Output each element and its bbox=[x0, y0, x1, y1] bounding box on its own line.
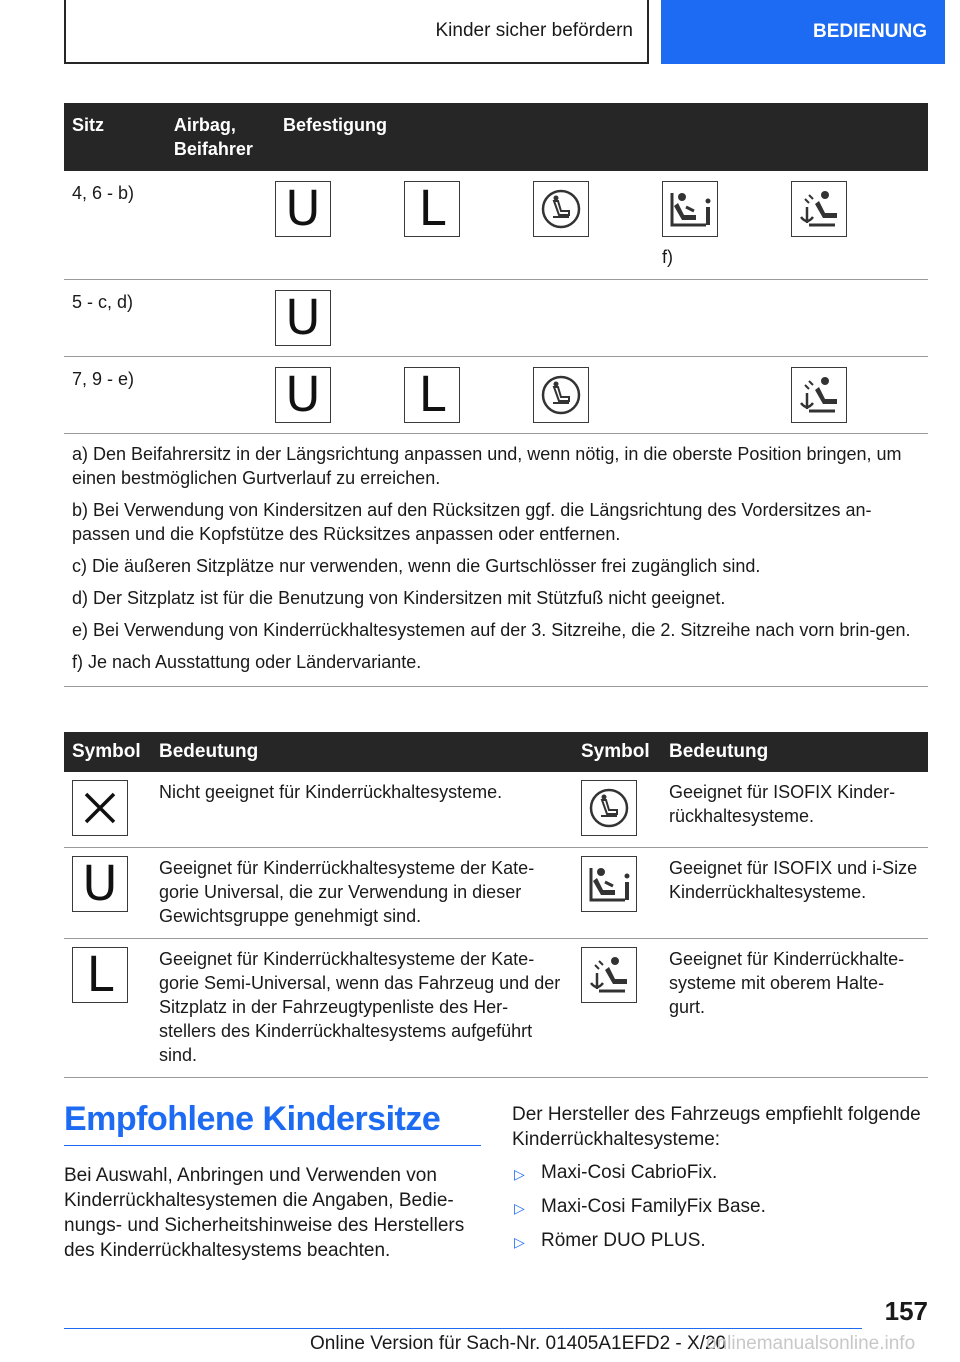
notes-row bbox=[64, 434, 928, 687]
footnote-c: c) Die äußeren Sitzplätze nur verwenden, wenn die Gurtschlösser frei zugänglich sind. bbox=[72, 556, 761, 576]
meaning-cell: Geeignet für Kinderrückhalte-systeme mit oberem Halte-gurt. bbox=[661, 938, 928, 1077]
symbol-cell bbox=[64, 847, 151, 938]
col-header-seat: Sitz bbox=[64, 103, 166, 171]
list-item-label: Römer DUO PLUS. bbox=[541, 1230, 706, 1251]
triangle-bullet-icon: ▷ bbox=[514, 1166, 525, 1182]
col-header-symbol-right: Symbol bbox=[573, 732, 661, 772]
isofix-icon bbox=[581, 780, 637, 836]
col-header-meaning-left: Bedeutung bbox=[151, 732, 573, 772]
symbol-table-header bbox=[64, 732, 928, 772]
semi-universal-icon: L bbox=[404, 367, 460, 423]
icon-footnote: f) bbox=[662, 247, 673, 267]
list-item bbox=[512, 1160, 928, 1187]
symbol-cell bbox=[64, 938, 151, 1077]
top-tether-icon bbox=[791, 367, 847, 423]
section-tab bbox=[64, 0, 649, 64]
chapter-title: BEDIENUNG bbox=[812, 21, 927, 42]
col-header-fixing: Befestigung bbox=[275, 103, 928, 171]
cross-icon bbox=[72, 780, 128, 836]
recommendation-column bbox=[512, 1102, 928, 1262]
fixing-cell bbox=[275, 171, 928, 280]
col-header-symbol-left: Symbol bbox=[64, 732, 151, 772]
section-heading: Empfohlene Kindersitze bbox=[64, 1100, 481, 1146]
meaning-cell: Nicht geeignet für Kinderrückhaltesysteme. bbox=[151, 772, 573, 847]
footnote-d: d) Der Sitzplatz ist für die Benutzung von Kindersitzen mit Stützfuß nicht geeignet. bbox=[72, 588, 726, 608]
isofix-icon bbox=[533, 367, 589, 423]
page-number: 157 bbox=[884, 1296, 928, 1326]
table-row bbox=[64, 357, 928, 434]
symbol-cell bbox=[573, 938, 661, 1077]
symbol-cell bbox=[573, 847, 661, 938]
footnote-e: e) Bei Verwendung von Kinderrückhaltesystemen auf der 3. Sitzreihe, die 2. Sitzreihe nach vorn brin-gen. bbox=[72, 620, 911, 640]
footnotes bbox=[64, 434, 928, 687]
meaning-cell: Geeignet für ISOFIX Kinder-rückhaltesysteme. bbox=[661, 772, 928, 847]
col-header-meaning-right: Bedeutung bbox=[661, 732, 928, 772]
universal-icon: U bbox=[275, 290, 331, 346]
seat-cell: 4, 6 - b) bbox=[64, 171, 166, 280]
chapter-tab[interactable] bbox=[661, 0, 945, 64]
top-tether-icon bbox=[791, 181, 847, 237]
meaning-cell: Geeignet für ISOFIX und i-Size Kinderrückhaltesysteme. bbox=[661, 847, 928, 938]
seat-cell: 7, 9 - e) bbox=[64, 357, 166, 434]
online-version-text: Online Version für Sach-Nr. 01405A1EFD2 - X/20 bbox=[310, 1333, 727, 1354]
semi-universal-icon: L bbox=[404, 181, 460, 237]
section-title: Kinder sicher befördern bbox=[435, 20, 633, 41]
watermark: onlinemanualsonline.info bbox=[706, 1333, 916, 1354]
recommendation-intro: Der Hersteller des Fahrzeugs empfiehlt folgende Kinderrückhaltesysteme: bbox=[512, 1104, 921, 1150]
airbag-cell bbox=[166, 357, 275, 434]
fixing-cell bbox=[275, 280, 928, 357]
seat-table bbox=[64, 103, 928, 687]
table-row bbox=[64, 280, 928, 357]
list-item-label: Maxi-Cosi FamilyFix Base. bbox=[541, 1196, 766, 1217]
footnote-f: f) Je nach Ausstattung oder Ländervariante. bbox=[72, 652, 422, 672]
symbol-cell bbox=[64, 772, 151, 847]
section-body: Bei Auswahl, Anbringen und Verwenden von Kinderrückhaltesystemen die Angaben, Bedie-nungs- und Sicherheitshinweise des Herstellers des Kinderrückhaltesystems beachten. bbox=[64, 1165, 465, 1261]
meaning-cell: Geeignet für Kinderrückhaltesysteme der Kate-gorie Universal, die zur Verwendung in dieser Gewichtsgruppe genehmigt sind. bbox=[151, 847, 573, 938]
semi-universal-icon: L bbox=[72, 947, 128, 1003]
footer-divider bbox=[64, 1328, 862, 1329]
footnote-b: b) Bei Verwendung von Kindersitzen auf den Rücksitzen ggf. die Längsrichtung des Vordersitzes an-passen und die Kopfstütze des Rücksitzes anpassen oder entfernen. bbox=[72, 500, 872, 544]
isofix-isize-icon bbox=[581, 856, 637, 912]
table-row bbox=[64, 171, 928, 280]
triangle-bullet-icon: ▷ bbox=[514, 1234, 525, 1250]
list-item bbox=[512, 1194, 928, 1221]
col-header-airbag bbox=[166, 103, 275, 171]
fixing-cell bbox=[275, 357, 928, 434]
airbag-cell bbox=[166, 171, 275, 280]
isofix-icon bbox=[533, 181, 589, 237]
list-item bbox=[512, 1228, 928, 1255]
symbol-table bbox=[64, 732, 928, 1078]
triangle-bullet-icon: ▷ bbox=[514, 1200, 525, 1216]
meaning-cell: Geeignet für Kinderrückhaltesysteme der Kate-gorie Semi-Universal, wenn das Fahrzeug und der Sitzplatz in der Fahrzeugtypenliste des Her-stellers des Kinderrückhaltesystems aufgeführt sind. bbox=[151, 938, 573, 1077]
top-tether-icon bbox=[581, 947, 637, 1003]
universal-icon: U bbox=[275, 181, 331, 237]
symbol-cell bbox=[573, 772, 661, 847]
universal-icon: U bbox=[72, 856, 128, 912]
footnote-a: a) Den Beifahrersitz in der Längsrichtung anpassen und, wenn nötig, in die oberste Position bringen, um einen bestmöglichen Gurtverlauf zu erreichen. bbox=[72, 444, 902, 488]
table-row bbox=[64, 938, 928, 1077]
seat-table-header bbox=[64, 103, 928, 171]
airbag-cell bbox=[166, 280, 275, 357]
universal-icon: U bbox=[275, 367, 331, 423]
table-row bbox=[64, 847, 928, 938]
isofix-isize-icon bbox=[662, 181, 718, 237]
seat-cell: 5 - c, d) bbox=[64, 280, 166, 357]
recommendation-list bbox=[512, 1160, 928, 1255]
airbag-header-label: Airbag, Beifahrer bbox=[173, 115, 253, 159]
table-row bbox=[64, 772, 928, 847]
list-item-label: Maxi-Cosi CabrioFix. bbox=[541, 1162, 718, 1183]
